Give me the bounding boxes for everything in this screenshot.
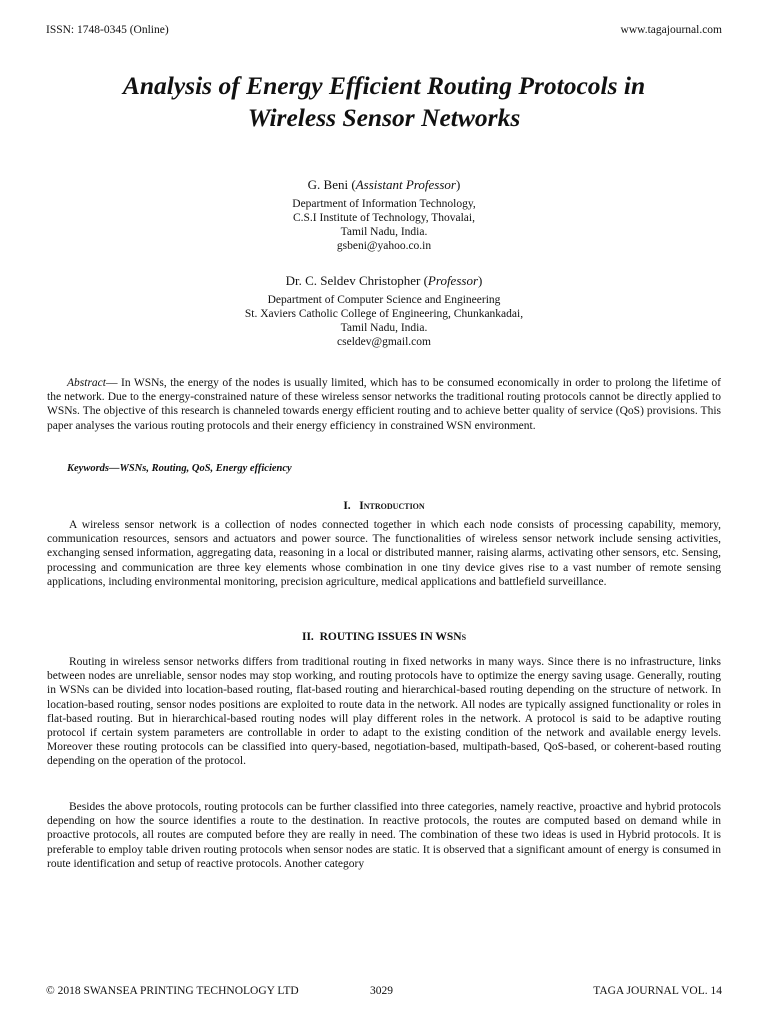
- abstract-text: In WSNs, the energy of the nodes is usually limited, which has to be consumed economically in order to prolong the lifetime of the network. Due to the energy-constrained nature of these wireless sensor networks the traditional routing protocols cannot be directly applied to WSNs. The objective of this research is channeled towards energy efficient routing and to achieve better quality of service (QoS) provisions. This paper analyses the various routing protocols and their energy efficiency in constrained WSN environment.: [47, 377, 722, 432]
- routing-paragraph: Routing in wireless sensor networks differs from traditional routing in fixed networks in many ways. Since there is no infrastructure, links between nodes are unreliable, sensor nodes may stop working, and routing protocols have to optimize the energy saving usage. Generally, routing in WSNs can be divided into location-based routing, flat-based routing and hierarchical-based routing depending on the structure of network. In location-based routing, sensor nodes positions are exploited to route data in the network. All nodes are typically assigned functionality or roles in flat-based routing. But in hierarchical-based routing nodes will play different roles in the network. A protocol is said to be adaptive routing protocol if certain system parameters are controllable in order to adapt to the existing condition of the network and available energy levels. Moreover these routing protocols can be classified into query-based, negotiation-based, multipath-based, QoS-based, or coherent-based routing depending on the operation of the protocol.: [47, 656, 721, 768]
- author-affiliation-line: C.S.I Institute of Technology, Thovalai,: [292, 212, 475, 224]
- section-heading-routing-issues: II. ROUTING ISSUES IN WSNs: [301, 631, 467, 643]
- footer-copyright: © 2018 SWANSEA PRINTING TECHNOLOGY LTD: [46, 985, 299, 997]
- author-affiliation-line: Tamil Nadu, India.: [340, 322, 428, 334]
- author-affiliation-line: St. Xaviers Catholic College of Engineering, Chunkankadai,: [244, 308, 524, 320]
- keywords: Keywords—WSNs, Routing, QoS, Energy efficiency: [67, 463, 292, 474]
- journal-website: www.tagajournal.com: [620, 24, 722, 36]
- author-role-1: Assistant Professor: [355, 177, 456, 192]
- author-name-1: G. Beni (Assistant Professor): [307, 177, 461, 192]
- author-affiliation-line: Department of Information Technology,: [292, 198, 476, 210]
- page-footer: [46, 985, 722, 997]
- issn-label: ISSN: 1748-0345 (Online): [46, 24, 169, 36]
- author-name-2: Dr. C. Seldev Christopher (Professor): [285, 273, 483, 288]
- abstract: [47, 376, 721, 433]
- title-line-2: Wireless Sensor Networks: [247, 103, 521, 132]
- author-affiliation-line: Department of Computer Science and Engineering: [267, 294, 501, 306]
- page-number: 3029: [370, 985, 393, 997]
- author-email-1: gsbeni@yahoo.co.in: [336, 240, 432, 252]
- paper-title: [40, 70, 728, 134]
- routing-paragraph: Besides the above protocols, routing protocols can be further classified into three categories, namely reactive, proactive and hybrid protocols depending on how the source identifies a route to the destination. In reactive protocols, the routes are computed based on demand while in proactive protocols, all routes are computed before they are really in need. The combination of these two ideas is used in Hybrid protocols. It is preferable to employ table driven routing protocols when sensor nodes are static. It is observed that a significant amount of energy is consumed in route identification and setup of reactive protocols. Another category: [47, 801, 721, 870]
- abstract-label: Abstract: [67, 377, 106, 389]
- abstract-dash: —: [105, 377, 121, 389]
- author-role-2: Professor: [427, 273, 478, 288]
- author-email-2: cseldev@gmail.com: [337, 336, 431, 348]
- section-number: II.: [301, 631, 314, 643]
- introduction-paragraph: A wireless sensor network is a collection of nodes connected together in which each node consists of processing capability, memory, communication resources, sensors and actuators and power source. The functionalities of wireless sensor network include sensing activities, exchanging sensed information, aggregating data, reasoning in a local or distributed manner, raising alarms, activating other sensors, etc. Sensing, processing and communication are three key elements whose combination in one tiny device gives rise to a vast number of remote sensing applications, including environmental monitoring, precision agriculture, medical applications and battlefield surveillance.: [47, 519, 721, 588]
- footer-journal: TAGA JOURNAL VOL. 14: [593, 985, 722, 997]
- section-number: I.: [343, 500, 351, 512]
- author-block-2: [40, 273, 728, 349]
- title-line-1: Analysis of Energy Efficient Routing Protocols in: [122, 71, 646, 100]
- running-header: [46, 24, 722, 36]
- section-heading-introduction: I. Introduction: [343, 500, 425, 512]
- author-block-1: [40, 177, 728, 253]
- author-affiliation-line: Tamil Nadu, India.: [340, 226, 428, 238]
